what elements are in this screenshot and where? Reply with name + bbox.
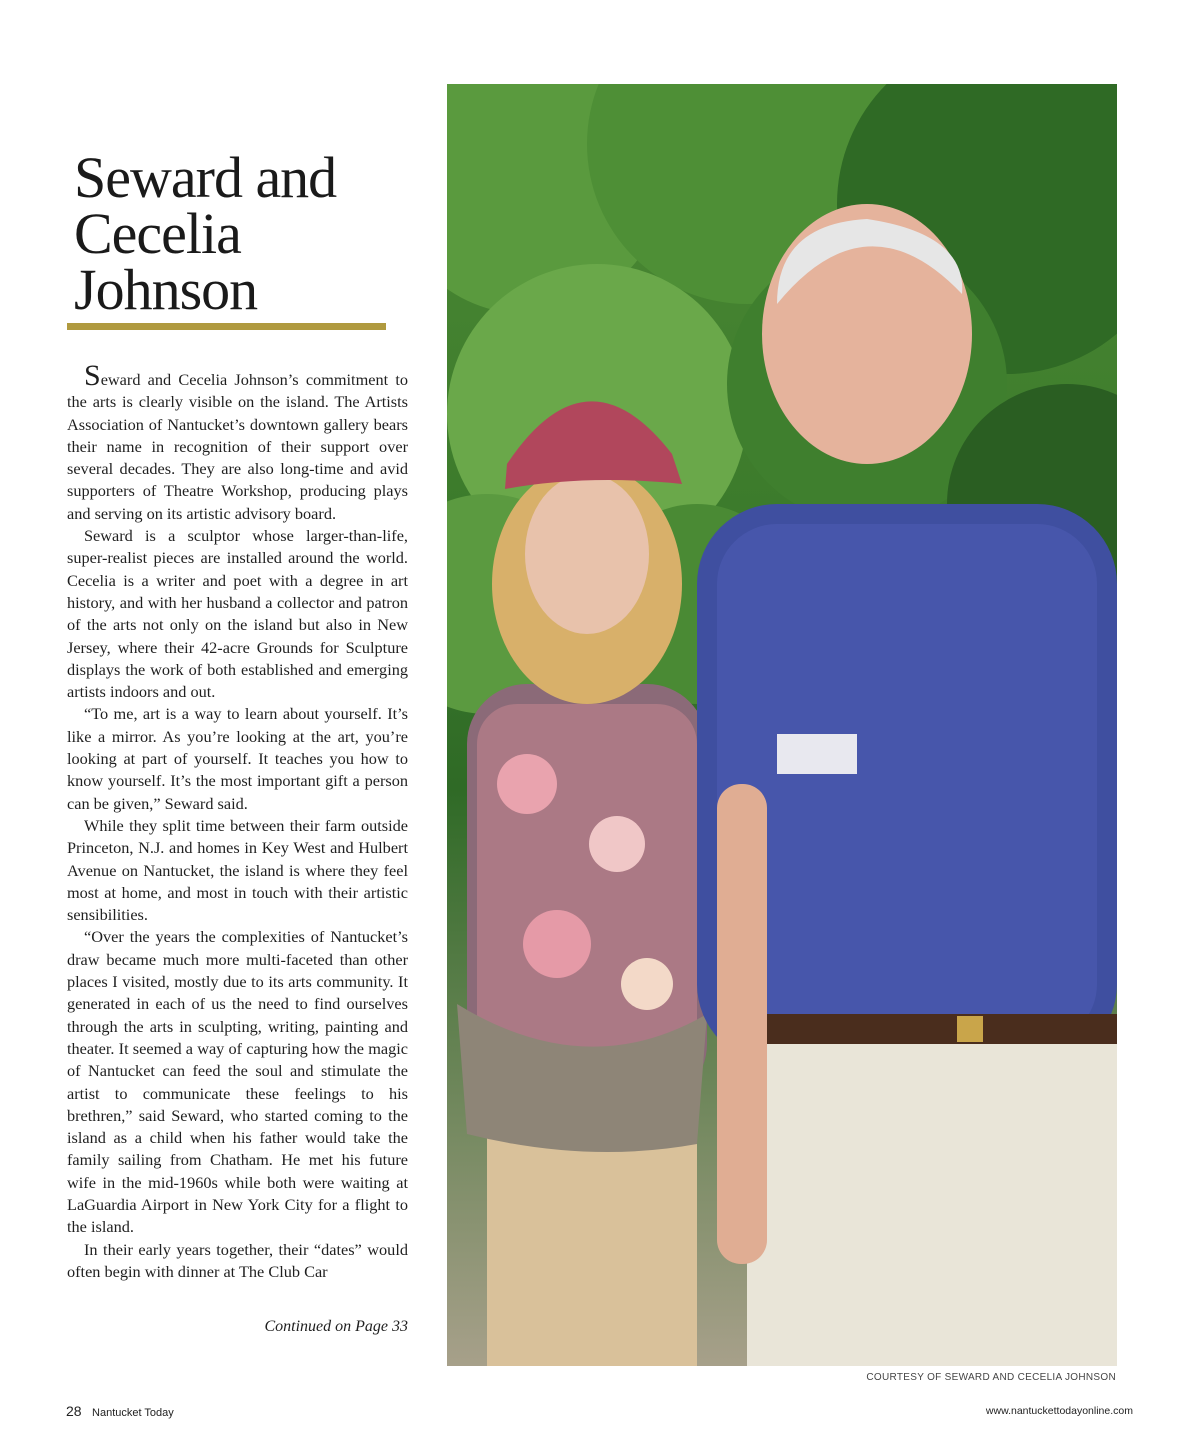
paragraph: “To me, art is a way to learn about yourself. It’s like a mirror. As you’re looking at the art, you’re looking at part of yourself. It teaches you how to know yourself. It’s the most important gift a person can be given,” Seward said.: [67, 704, 408, 813]
footer-left: [66, 1403, 174, 1421]
drop-cap: S: [84, 359, 101, 392]
article-title: [74, 145, 394, 322]
paragraph: In their early years together, their “dates” would often begin with dinner at The Club Car: [67, 1239, 408, 1281]
paragraph: “Over the years the complexities of Nantucket’s draw became much more multi-faceted than other places I visited, mostly due to its arts community. It generated in each of us the need to find ourselves through the arts in sculpting, writing, painting and theater. It seemed a way of capturing how the magic of Nantucket can feed the soul and stimulate the artist to communicate these feelings to his brethren,” said Seward, who started coming to the island as a child when his father would take the family sailing from Chatham. He met his future wife in the mid-1960s while both were waiting at LaGuardia Airport in New York City for a flight to the island.: [67, 927, 408, 1237]
title-line: Seward and: [74, 145, 337, 210]
paragraph: While they split time between their farm outside Princeton, N.J. and homes in Key West and Hulbert Avenue on Nantucket, the island is where they feel most at home, and most in touch with their artistic sensibilities.: [67, 815, 408, 925]
title-line: Cecelia: [74, 201, 241, 266]
photo-illustration: [447, 84, 1117, 1366]
title-underline: [67, 323, 386, 330]
portrait-photo: [447, 84, 1117, 1366]
article-body: [67, 359, 408, 1283]
photo-credit: COURTESY OF SEWARD AND CECELIA JOHNSON: [866, 1372, 1116, 1383]
website-url: www.nantuckettodayonline.com: [985, 1405, 1133, 1417]
paragraph-text: eward and Cecelia Johnson’s commitment to the arts is clearly visible on the island. The Artists Association of Nantucket’s downtown gallery bears their name in recognition of their support over several decades. They are also long-time and avid supporters of Theatre Workshop, producing plays and serving on its artistic advisory board.: [67, 370, 408, 523]
paragraph: [67, 359, 408, 525]
page-number: 28: [66, 1403, 82, 1419]
paragraph: Seward is a sculptor whose larger-than-life, super-realist pieces are installed around the world. Cecelia is a writer and poet with a degree in art history, and with her husband a collector and patron of the arts not only on the island but also in New Jersey, where their 42-acre Grounds for Sculpture displays the work of both established and emerging artists indoors and out.: [67, 526, 408, 702]
continued-note: Continued on Page 33: [264, 1318, 408, 1335]
title-line: Johnson: [74, 257, 258, 322]
publication-name: Nantucket Today: [92, 1407, 174, 1419]
